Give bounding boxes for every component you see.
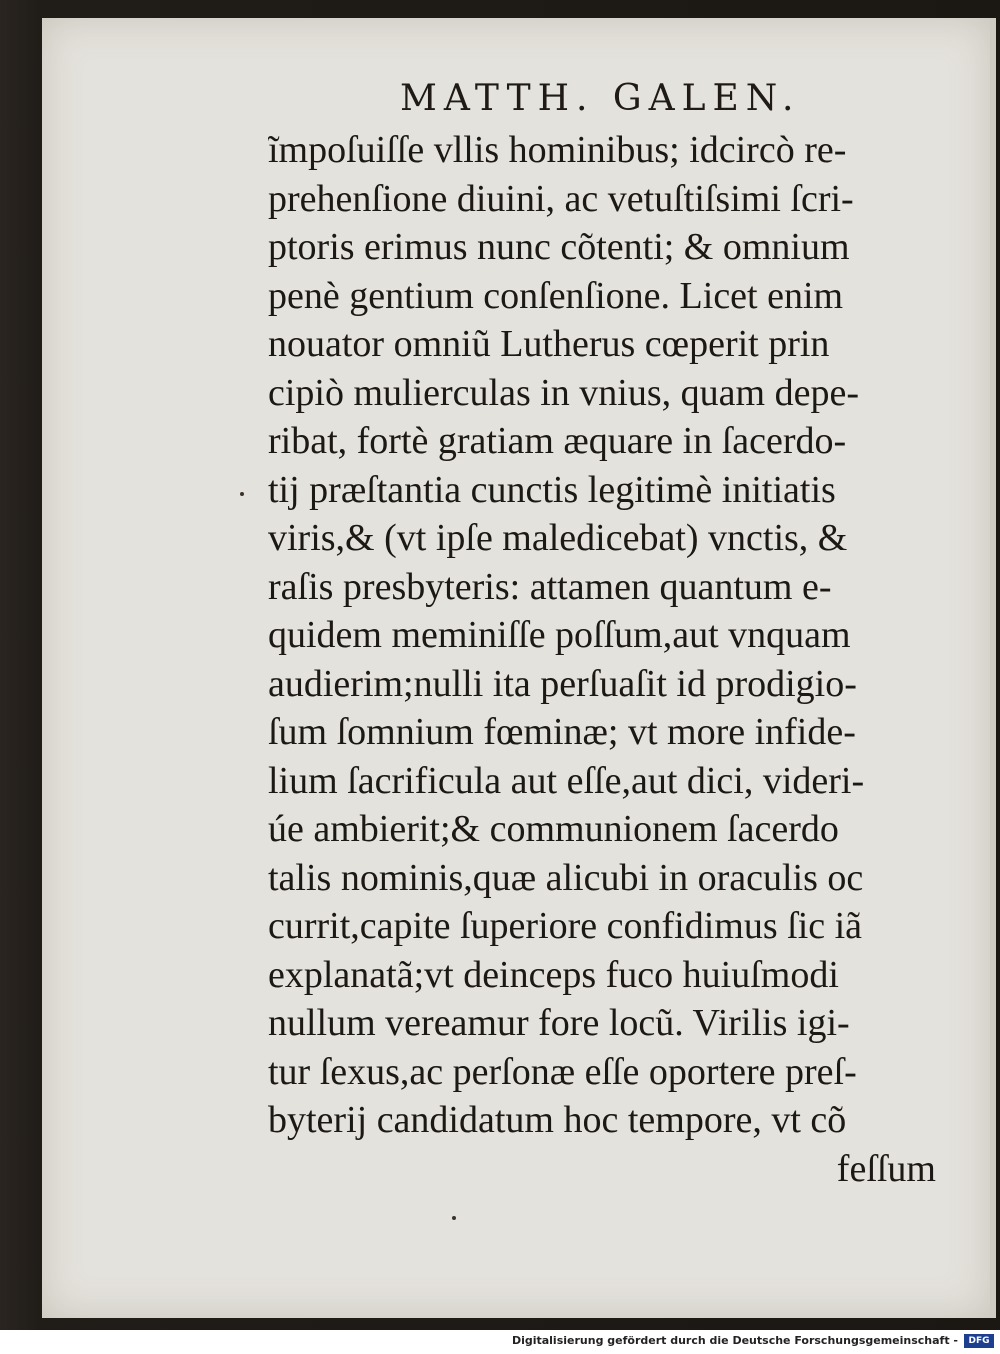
text-line: cipiò mulierculas in vnius, quam depe-: [268, 371, 859, 414]
text-line: ptoris erimus nunc cõtenti; & omnium: [268, 226, 850, 268]
ink-speck: [452, 1216, 456, 1220]
body-text: [268, 126, 936, 1193]
text-line: audierim;nulli ita perſuaſit id prodigio-: [268, 662, 857, 705]
ink-speck: [240, 492, 244, 496]
text-line: ĩmpoſuiſſe vllis hominibus; idcircò re-: [268, 129, 847, 171]
catchword: feſſum: [836, 1147, 936, 1190]
text-line: úe ambierit;& communionem ſacerdo: [268, 808, 839, 850]
dfg-logo: DFG: [964, 1334, 994, 1348]
text-line: nullum vereamur fore locũ. Virilis igi-: [268, 1002, 850, 1044]
text-line: tij præſtantia cunctis legitimè initiatis: [268, 468, 836, 511]
text-line: viris,& (vt ipſe maledicebat) vnctis, &: [268, 517, 848, 559]
text-line: byterij candidatum hoc tempore, vt cõ: [268, 1099, 847, 1141]
text-line: talis nominis,quæ alicubi in oraculis oc: [268, 856, 864, 899]
footer-credit: Digitalisierung gefördert durch die Deutsche Forschungsgemeinschaft -: [511, 1334, 958, 1347]
running-head: MATTH. GALEN.: [400, 78, 801, 119]
footer-bar: [0, 1330, 1000, 1354]
text-line: currit,capite ſuperiore confidimus ſic iã: [268, 905, 863, 947]
text-line: nouator omniũ Lutherus cœperit prin: [268, 323, 830, 365]
text-line: tur ſexus,ac perſonæ eſſe oportere preſ-: [268, 1050, 857, 1093]
text-line: prehenſione diuini, ac vetuſtiſsimi ſcri-: [268, 177, 854, 220]
text-line: ſum ſomnium fœminæ; vt more infide-: [268, 711, 856, 753]
text-line: penè gentium conſenſione. Licet enim: [268, 274, 844, 317]
text-line: quidem meminiſſe poſſum,aut vnquam: [268, 614, 851, 656]
text-line: lium ſacrificula aut eſſe,aut dici, videri-: [268, 759, 865, 802]
text-line: ribat, fortè gratiam æquare in ſacerdo-: [268, 420, 847, 462]
text-line: raſis presbyteris: attamen quantum e-: [268, 565, 832, 608]
text-line: explanatã;vt deinceps fuco huiuſmodi: [268, 953, 839, 996]
